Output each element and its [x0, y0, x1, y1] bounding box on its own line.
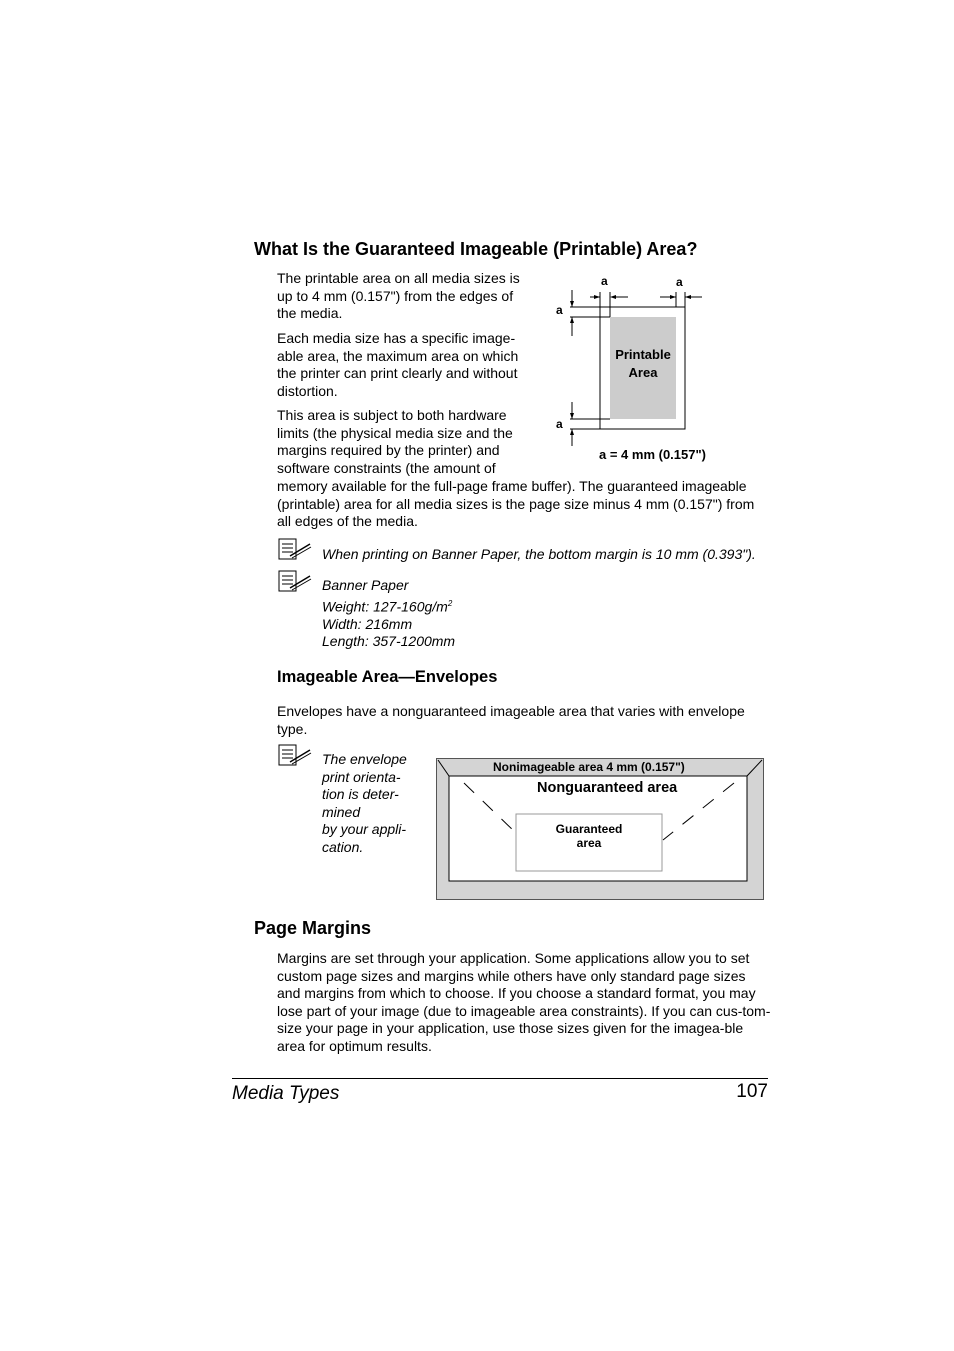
note-banner-margin: When printing on Banner Paper, the bottom margin is 10 mm (0.393"). [322, 546, 756, 562]
envelope-diagram [436, 758, 764, 900]
banner-paper-weight: Weight: $127-160g/m^2$ [322, 598, 453, 615]
note-pencil-icon [278, 570, 312, 592]
printable-area-label: Printable Area [615, 347, 671, 380]
note-banner-paper-specs [322, 577, 622, 651]
footer-rule [232, 1078, 768, 1079]
paragraph-limits-left: This area is subject to both hardware limits (the physical media size and the margins required by the printer) and software constraints (the amount of [277, 407, 513, 476]
subheading-envelopes: Imageable Area—Envelopes [277, 668, 498, 686]
guaranteed-area-label: Guaranteed area [555, 822, 623, 850]
nonimageable-area-label: Nonimageable area 4 mm (0.157") [493, 760, 685, 774]
section-heading-page-margins: Page Margins [254, 918, 372, 938]
paragraph-media-size: Each media size has a specific image-able area, the maximum area on which the printer can print clearly and without distortion. [277, 330, 519, 399]
paragraph-page-margins: Margins are set through your application. Some applications allow you to set custom page sizes and margins while others have only standard page sizes and margins from which to choose. If you choose a standard format, you may lose part of your image (due to imageable area constraints). If you can cus-tom-size your page in your application, use those sizes given for the imagea-ble area for optimum results. [277, 950, 771, 1054]
footer-page-number: 107 [736, 1081, 768, 1102]
note-pencil-icon [278, 744, 312, 766]
section-heading-imageable-area: What Is the Guaranteed Imageable (Printable) Area? [254, 239, 698, 259]
paragraph-envelopes: Envelopes have a nonguaranteed imageable area that varies with envelope type. [277, 703, 745, 737]
printable-area-diagram [550, 270, 730, 470]
paragraph-printable-area: The printable area on all media sizes is up to 4 mm (0.157") from the edges of the media. [277, 270, 520, 322]
dim-label-a-left-top: a [556, 303, 563, 317]
note-pencil-icon [278, 538, 312, 560]
banner-paper-title: Banner Paper [322, 577, 409, 593]
banner-paper-width: Width: 216mm [322, 615, 413, 632]
dim-label-a-top-right: a [676, 275, 683, 289]
paragraph-limits-rest: memory available for the full-page frame buffer). The guaranteed imageable (printable) area for all media sizes is the page size minus 4 mm (0.157") from all edges of the media. [277, 478, 755, 530]
dim-label-a-left-bottom: a [556, 417, 563, 431]
note-envelope-orientation: The envelope print orienta- tion is deter- mined by your appli- cation. [322, 751, 407, 855]
dim-label-a-top-left: a [601, 274, 608, 288]
banner-paper-length: Length: 357-1200mm [322, 633, 456, 650]
dimension-caption: a = 4 mm (0.157") [599, 447, 706, 462]
footer-chapter-title: Media Types [232, 1083, 340, 1104]
nonguaranteed-area-label: Nonguaranteed area [537, 780, 678, 796]
